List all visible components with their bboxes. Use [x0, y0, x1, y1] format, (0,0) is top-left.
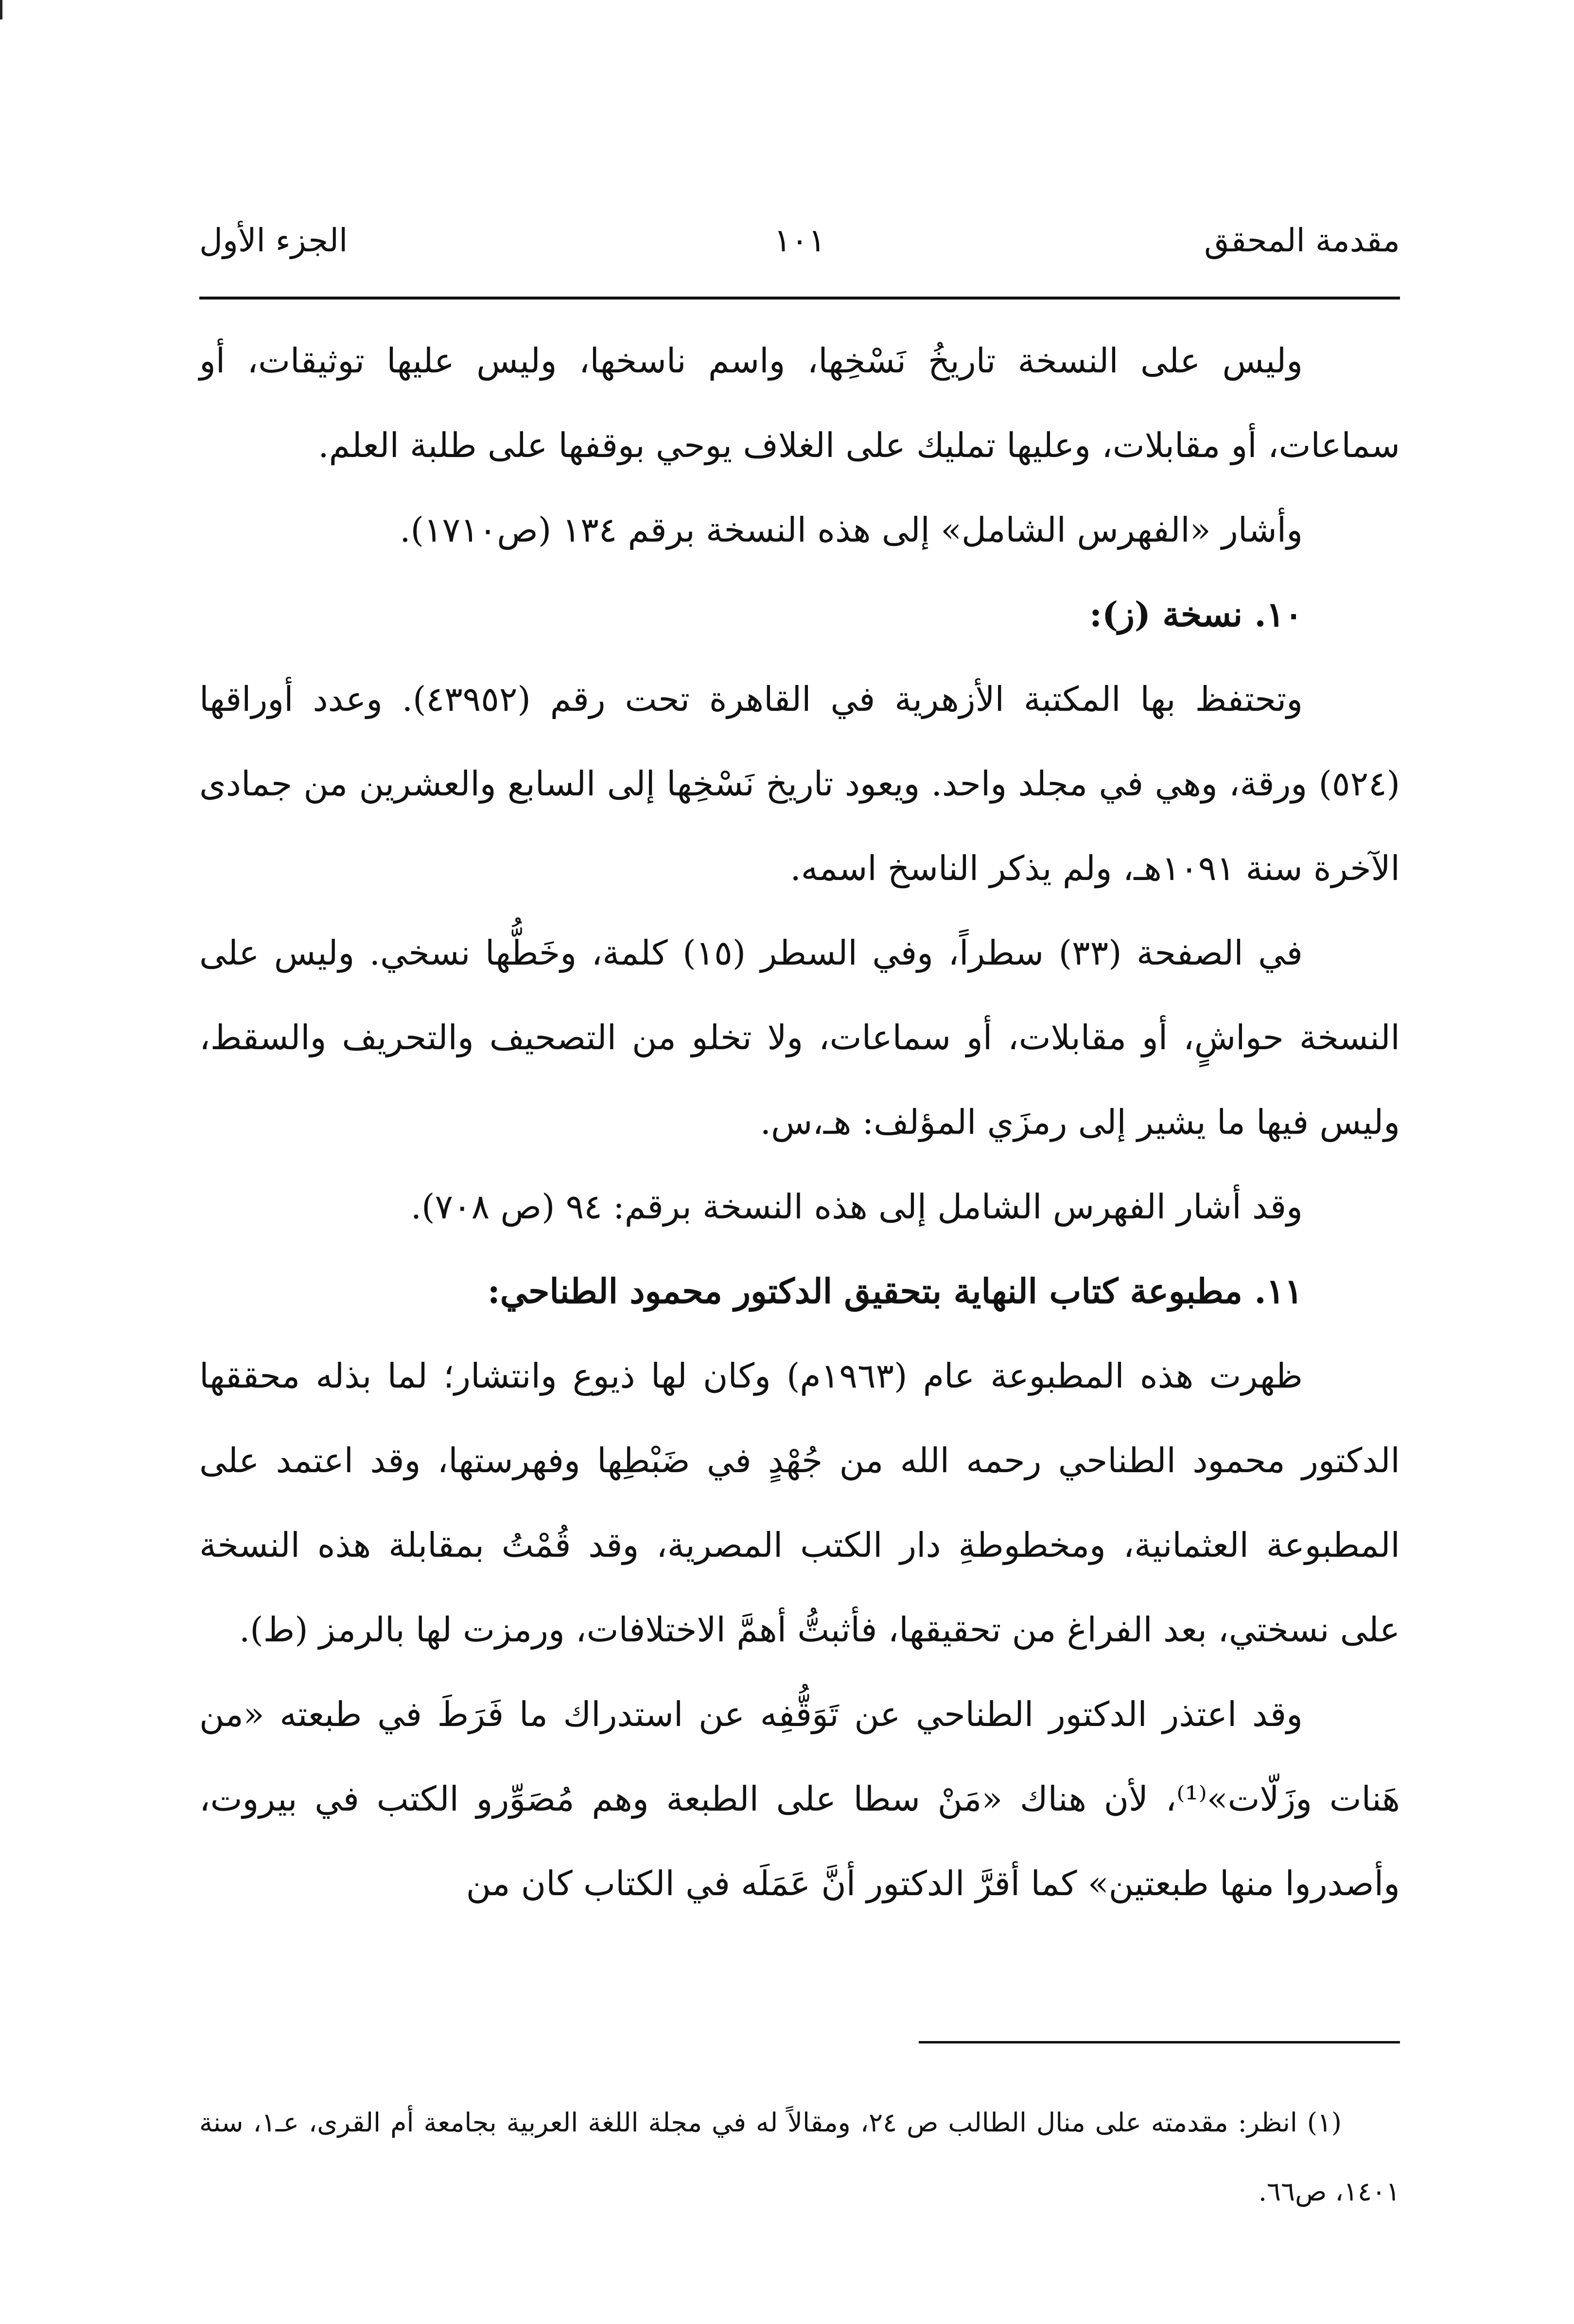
paragraph: في الصفحة (٣٣) سطراً، وفي السطر (١٥) كلمة، وخَطُّها نسخي. وليس على النسخة حواشٍ، أو مقابلات، أو سماعات، ولا تخلو من التصحيف والتحريف والسقط، وليس فيها ما يشير إلى رمزَي المؤلف: هـ،س. [199, 933, 1400, 1142]
paragraph: وقد اعتذر الدكتور الطناحي عن تَوَقُّفِه عن استدراك ما فَرَطَ في طبعته «من هَنات وزَلّات»⁽¹⁾، لأن هناك «مَنْ سطا على الطبعة وهم مُصَوِّرو الكتب في بيروت، وأصدروا منها طبعتين» كما أقرَّ الدكتور أنَّ عَمَلَه في الكتاب كان من [199, 1694, 1400, 1903]
main-text [199, 318, 1400, 1926]
page-number: ١٠١ [773, 222, 826, 259]
paragraph: وقد أشار الفهرس الشامل إلى هذه النسخة برقم: ٩٤ (ص ٧٠٨). [410, 1187, 1303, 1227]
footnote-rule [919, 2041, 1400, 2043]
footnote: (١) انظر: مقدمته على منال الطالب ص ٢٤، ومقالاً له في مجلة اللغة العربية بجامعة أم القرى، عـ١، سنة ١٤٠١، ص٦٦. [199, 2107, 1400, 2207]
paragraph: وتحتفظ بها المكتبة الأزهرية في القاهرة تحت رقم (٤٣٩٥٢). وعدد أوراقها (٥٢٤) ورقة، وهي في مجلد واحد. ويعود تاريخ نَسْخِها إلى السابع والعشرين من جمادى الآخرة سنة ١٠٩١هـ، ولم يذكر الناسخ اسمه. [199, 679, 1400, 888]
section-heading: ١١. مطبوعة كتاب النهاية بتحقيق الدكتور محمود الطناحي: [487, 1271, 1303, 1311]
section-heading: ١٠. نسخة (ز): [1089, 594, 1303, 634]
paragraph: ظهرت هذه المطبوعة عام (١٩٦٣م) وكان لها ذيوع وانتشار؛ لما بذله محققها الدكتور محمود الطناحي رحمه الله من جُهْدٍ في ضَبْطِها وفهرستها، وقد اعتمد على المطبوعة العثمانية، ومخطوطةِ دار الكتب المصرية، وقد قُمْتُ بمقابلة هذه النسخة على نسختي، بعد الفراغ من تحقيقها، فأثبتُّ أهمَّ الاختلافات، ورمزت لها بالرمز (ط). [199, 1356, 1400, 1650]
header-volume-title: الجزء الأول [199, 222, 348, 259]
paragraph: وأشار «الفهرس الشامل» إلى هذه النسخة برقم ١٣٤ (ص١٧١٠). [400, 510, 1303, 550]
footnotes [199, 2088, 1400, 2226]
running-header [199, 209, 1400, 272]
header-section-title: مقدمة المحقق [1204, 222, 1400, 259]
paragraph: وليس على النسخة تاريخُ نَسْخِها، واسم ناسخها، وليس عليها توثيقات، أو سماعات، أو مقابلات، وعليها تمليك على الغلاف يوحي بوقفها على طلبة العلم. [199, 341, 1400, 465]
scan-edge-mark [0, 0, 2, 19]
header-rule [199, 297, 1400, 299]
